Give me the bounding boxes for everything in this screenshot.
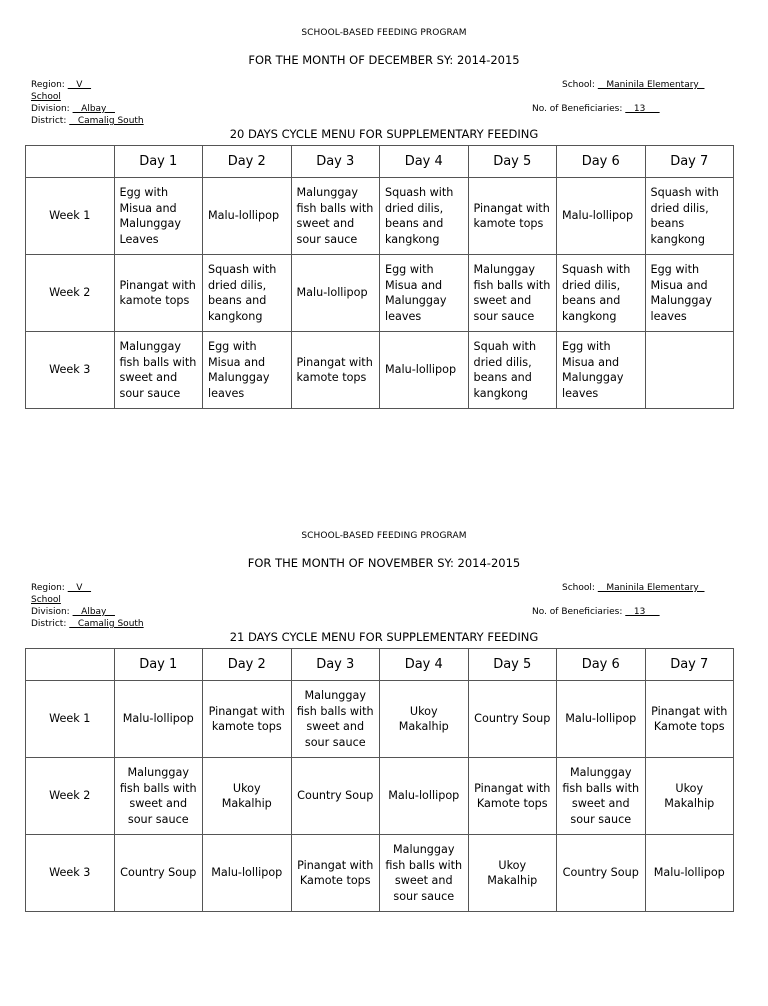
menu-cell: Pinangat with Kamote tops (468, 758, 557, 835)
school-info (562, 79, 704, 91)
menu-cell: Ukoy Makalhip (468, 835, 557, 912)
menu-cell: Pinangat with Kamote tops (291, 835, 380, 912)
district-value: Camalig South (69, 619, 144, 629)
menu-cell: Egg with Misua and Malunggay leaves (557, 332, 646, 409)
table-row (26, 681, 734, 758)
menu-cell: Pinangat with kamote tops (114, 255, 203, 332)
menu-title: 20 DAYS CYCLE MENU FOR SUPPLEMENTARY FEEDING (229, 127, 539, 141)
school-label-left: School (31, 595, 61, 605)
menu-cell: Country Soup (557, 835, 646, 912)
week-label: Week 3 (26, 835, 115, 912)
menu-cell: Malu-lollipop (291, 255, 380, 332)
menu-cell: Malu-lollipop (114, 681, 203, 758)
menu-cell: Pinangat with Kamote tops (645, 681, 734, 758)
menu-cell: Country Soup (291, 758, 380, 835)
corner-cell (26, 146, 115, 178)
table-row (26, 255, 734, 332)
program-title: SCHOOL-BASED FEEDING PROGRAM (301, 531, 467, 541)
division-value: Albay (72, 104, 115, 114)
day-header: Day 1 (114, 649, 203, 681)
menu-cell: Ukoy Makalhip (645, 758, 734, 835)
table-row (26, 332, 734, 409)
day-header: Day 4 (380, 146, 469, 178)
day-header: Day 7 (645, 146, 734, 178)
menu-cell: Ukoy Makalhip (380, 681, 469, 758)
day-header: Day 3 (291, 146, 380, 178)
month-title: FOR THE MONTH OF DECEMBER SY: 2014-2015 (248, 53, 520, 67)
menu-cell: Malu-lollipop (557, 178, 646, 255)
menu-cell: Squash with dried dilis, beans kangkong (645, 178, 734, 255)
menu-cell: Malunggay fish balls with sweet and sour sauce (291, 178, 380, 255)
beneficiaries-label: No. of Beneficiaries: (532, 607, 623, 617)
menu-cell: Malunggay fish balls with sweet and sour sauce (114, 332, 203, 409)
menu-cell: Malunggay fish balls with sweet and sour sauce (468, 255, 557, 332)
menu-cell: Pinangat with kamote tops (291, 332, 380, 409)
menu-cell: Country Soup (468, 681, 557, 758)
table-row (26, 758, 734, 835)
day-header: Day 6 (557, 146, 646, 178)
menu-cell: Malunggay fish balls with sweet and sour sauce (114, 758, 203, 835)
menu-cell: Egg with Misua and Malunggay leaves (203, 332, 292, 409)
district-label: District: (31, 116, 67, 126)
menu-cell: Malu-lollipop (380, 332, 469, 409)
region-label: Region: (31, 583, 65, 593)
day-header: Day 2 (203, 649, 292, 681)
day-header: Day 5 (468, 146, 557, 178)
menu-cell: Malunggay fish balls with sweet and sour sauce (380, 835, 469, 912)
menu-title: 21 DAYS CYCLE MENU FOR SUPPLEMENTARY FEEDING (229, 630, 539, 644)
menu-cell: Malu-lollipop (380, 758, 469, 835)
menu-cell: Ukoy Makalhip (203, 758, 292, 835)
table-row (26, 835, 734, 912)
menu-cell: Egg with Misua and Malunggay leaves (380, 255, 469, 332)
menu-cell: Malu-lollipop (557, 681, 646, 758)
beneficiaries-info (532, 606, 660, 618)
day-header: Day 2 (203, 146, 292, 178)
beneficiaries-info (532, 103, 660, 115)
division-value: Albay (72, 607, 115, 617)
region-value: V (67, 583, 92, 593)
region-value: V (67, 80, 92, 90)
table-header-row (26, 649, 734, 681)
school-value: Maninila Elementary (597, 583, 705, 593)
menu-cell: Squash with dried dilis, beans and kangkong (557, 255, 646, 332)
week-label: Week 3 (26, 332, 115, 409)
week-label: Week 1 (26, 681, 115, 758)
menu-cell: Malunggay fish balls with sweet and sour sauce (557, 758, 646, 835)
menu-table (25, 145, 734, 409)
menu-cell: Squash with dried dilis, beans and kangkong (203, 255, 292, 332)
table-header-row (26, 146, 734, 178)
division-label: Division: (31, 607, 70, 617)
school-label-left: School (31, 92, 61, 102)
week-label: Week 1 (26, 178, 115, 255)
week-label: Week 2 (26, 255, 115, 332)
day-header: Day 4 (380, 649, 469, 681)
day-header: Day 1 (114, 146, 203, 178)
day-header: Day 5 (468, 649, 557, 681)
menu-cell: Squash with dried dilis, beans and kangkong (380, 178, 469, 255)
beneficiaries-label: No. of Beneficiaries: (532, 104, 623, 114)
menu-cell: Malunggay fish balls with sweet and sour sauce (291, 681, 380, 758)
division-label: Division: (31, 104, 70, 114)
program-title: SCHOOL-BASED FEEDING PROGRAM (301, 28, 467, 38)
header-info-left (31, 79, 144, 127)
school-info (562, 582, 704, 594)
school-label: School: (562, 80, 595, 90)
day-header: Day 7 (645, 649, 734, 681)
menu-cell: Malu-lollipop (645, 835, 734, 912)
menu-cell: Egg with Misua and Malunggay leaves (645, 255, 734, 332)
school-value: Maninila Elementary (597, 80, 705, 90)
day-header: Day 6 (557, 649, 646, 681)
district-value: Camalig South (69, 116, 144, 126)
beneficiaries-value: 13 (625, 607, 660, 617)
region-label: Region: (31, 80, 65, 90)
menu-cell: Country Soup (114, 835, 203, 912)
table-row (26, 178, 734, 255)
school-label: School: (562, 583, 595, 593)
month-title: FOR THE MONTH OF NOVEMBER SY: 2014-2015 (247, 556, 521, 570)
day-header: Day 3 (291, 649, 380, 681)
menu-cell: Malu-lollipop (203, 835, 292, 912)
menu-cell: Pinangat with kamote tops (468, 178, 557, 255)
menu-cell (645, 332, 734, 409)
district-label: District: (31, 619, 67, 629)
corner-cell (26, 649, 115, 681)
menu-cell: Squah with dried dilis, beans and kangkong (468, 332, 557, 409)
menu-cell: Pinangat with kamote tops (203, 681, 292, 758)
beneficiaries-value: 13 (625, 104, 660, 114)
header-info-left (31, 582, 144, 630)
week-label: Week 2 (26, 758, 115, 835)
menu-cell: Egg with Misua and Malunggay Leaves (114, 178, 203, 255)
menu-cell: Malu-lollipop (203, 178, 292, 255)
menu-table (25, 648, 734, 912)
